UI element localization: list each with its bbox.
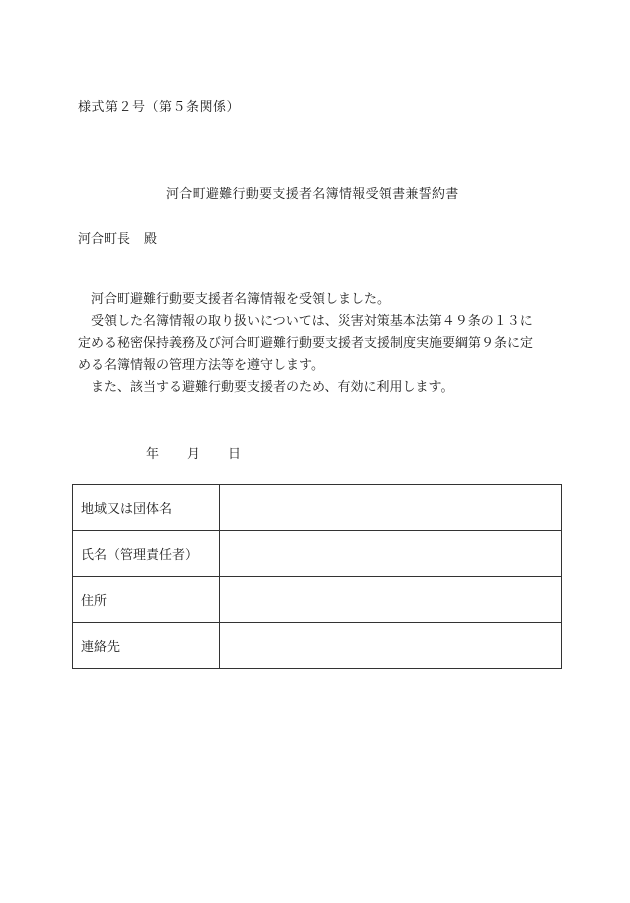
body-paragraph-3: また、該当する避難行動要支援者のため、有効に利用します。 (91, 380, 454, 395)
body-paragraph-2-line-3: める名簿情報の管理方法等を遵守します。 (78, 358, 324, 373)
row-value-contact[interactable] (220, 623, 562, 669)
table-row (73, 485, 562, 531)
row-label-address: 住所 (73, 577, 220, 623)
addressee-honorific: 殿 (144, 232, 158, 247)
date-year-label: 年 (146, 447, 160, 462)
table-row (73, 531, 562, 577)
date-day-label: 日 (228, 447, 242, 462)
body-text (78, 289, 566, 399)
date-line (146, 443, 241, 462)
date-month-label: 月 (187, 447, 201, 462)
row-value-organization[interactable] (220, 485, 562, 531)
addressee (78, 228, 157, 247)
form-number: 様式第２号（第５条関係） (78, 100, 241, 115)
row-label-organization: 地域又は団体名 (73, 485, 220, 531)
row-value-name[interactable] (220, 531, 562, 577)
info-table (72, 484, 562, 669)
table-row (73, 623, 562, 669)
body-paragraph-2-line-1: 受領した名簿情報の取り扱いについては、災害対策基本法第４９条の１３に (91, 314, 533, 329)
row-label-name: 氏名（管理責任者） (73, 531, 220, 577)
document-title: 河合町避難行動要支援者名簿情報受領書兼誓約書 (166, 187, 459, 202)
body-paragraph-1: 河合町避難行動要支援者名簿情報を受領しました。 (91, 292, 391, 307)
table-row (73, 577, 562, 623)
row-label-contact: 連絡先 (73, 623, 220, 669)
row-value-address[interactable] (220, 577, 562, 623)
body-paragraph-2-line-2: 定める秘密保持義務及び河合町避難行動要支援者支援制度実施要綱第９条に定 (78, 336, 534, 351)
addressee-name: 河合町長 (78, 232, 131, 247)
